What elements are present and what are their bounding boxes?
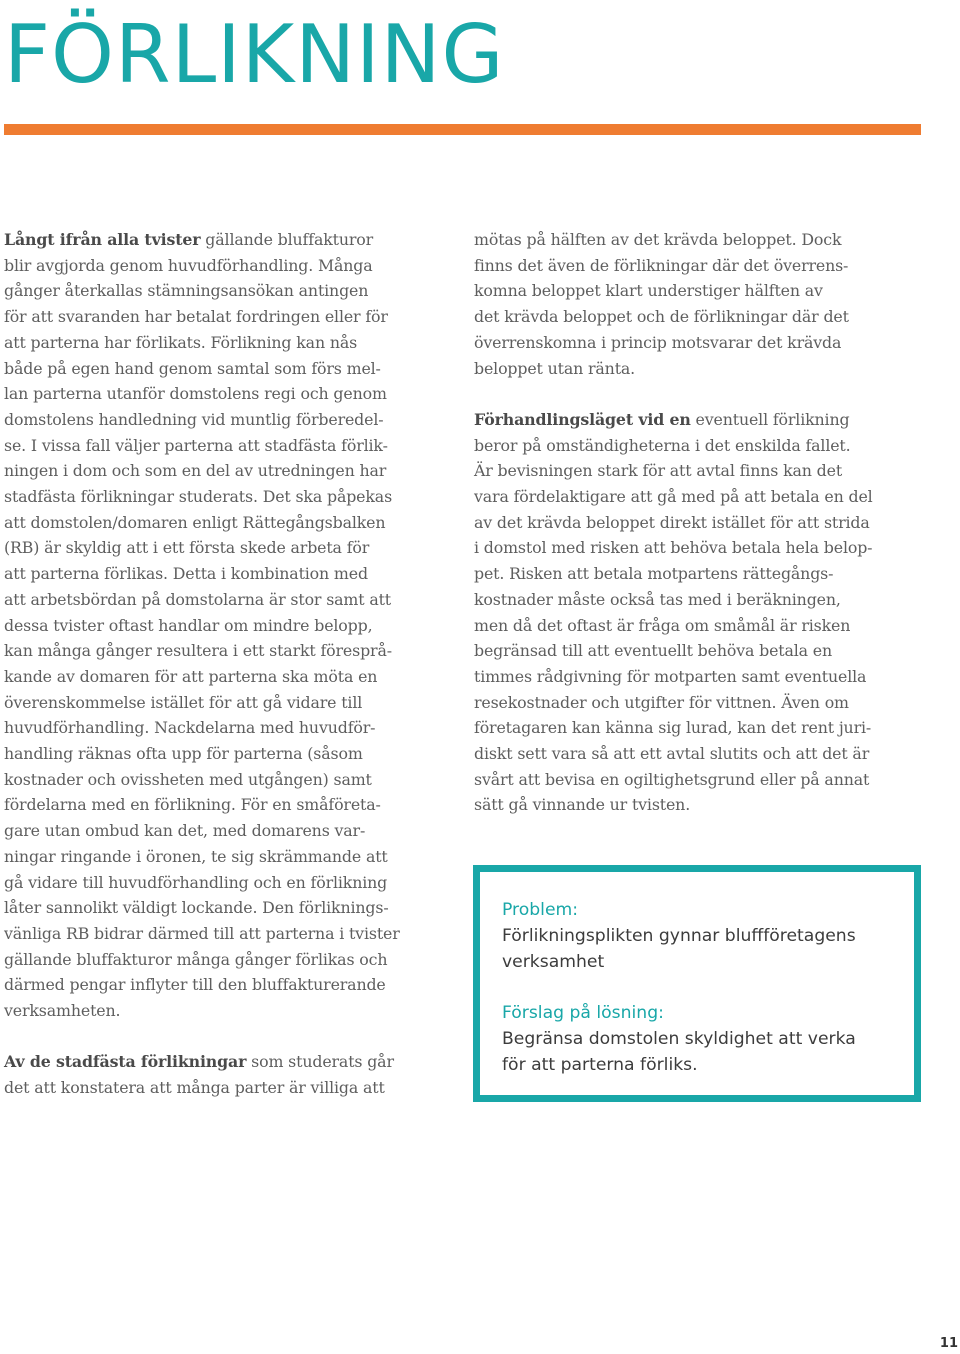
text-line: pet. Risken att betala motpartens rättegångs-: [474, 564, 834, 584]
text-line: gånger återkallas stämningsansökan antingen: [4, 281, 369, 301]
text-line: överenskommelse istället för att gå vidare till: [4, 692, 363, 712]
paragraph-lead: Av de stadfästa förlikningar: [4, 1052, 247, 1072]
text-line: verksamheten.: [4, 1001, 121, 1021]
text-line: stadfästa förlikningar studerats. Det ska påpekas: [4, 487, 393, 507]
text-line: se. I vissa fall väljer parterna att stadfästa förlik-: [4, 435, 388, 455]
text-line: att arbetsbördan på domstolarna är stor samt att: [4, 589, 391, 609]
problem-label: Problem:: [502, 900, 579, 920]
text-line: Är bevisningen stark för att avtal finns kan det: [474, 461, 843, 481]
text-line: att domstolen/domaren enligt Rättegångsbalken: [4, 512, 386, 532]
orange-divider: [4, 124, 921, 135]
text-line: kostnader måste också tas med i beräkningen,: [474, 589, 841, 609]
text-line: finns det även de förlikningar där det överrens-: [474, 255, 849, 275]
text-line: i domstol med risken att behöva betala hela belop-: [474, 538, 873, 558]
text-line: gå vidare till huvudförhandling och en förlikning: [4, 872, 388, 892]
text-line: vänliga RB bidrar därmed till att parterna i tvister: [4, 923, 400, 943]
left-paragraph-1: [4, 227, 464, 1024]
text-line: det krävda beloppet och de förlikningar där det: [474, 307, 849, 327]
text-line: domstolens handledning vid muntlig förberedel-: [4, 409, 384, 429]
problem-text: verksamhet: [502, 951, 605, 972]
text-line: vara fördelaktigare att gå med på att betala en del: [474, 487, 873, 507]
text-line: överrenskomna i princip motsvarar det krävda: [474, 332, 842, 352]
text-line: gällande bluffakturor många gånger förlikas och: [4, 949, 388, 969]
text-line: resekostnader och utgifter för vittnen. Även om: [474, 692, 849, 712]
right-column: [474, 227, 944, 818]
text-line: timmes rådgivning för motparten samt eventuella: [474, 666, 867, 686]
text-line: lan parterna utanför domstolens regi och genom: [4, 384, 387, 404]
text-line: både på egen hand genom samtal som förs mel-: [4, 358, 381, 378]
text-line: kan många gånger resultera i ett starkt föresprå-: [4, 641, 392, 661]
text-line: Av de stadfästa förlikningar som studerats går: [4, 1052, 394, 1072]
problem-callout-box: [473, 865, 921, 1102]
text-line: därmed pengar inflyter till den bluffakturerande: [4, 975, 386, 995]
text-line: komna beloppet klart understiger hälften av: [474, 281, 823, 301]
text-line: beloppet utan ränta.: [474, 358, 636, 378]
text-line: det att konstatera att många parter är villiga att: [4, 1078, 385, 1098]
text-line: fördelarna med en förlikning. För en småföreta-: [4, 795, 381, 815]
text-line: sätt gå vinnande ur tvisten.: [474, 795, 691, 815]
text-line: för att svaranden har betalat fordringen eller för: [4, 307, 388, 327]
right-paragraph-2: [474, 407, 944, 818]
text-line: diskt sett vara så att ett avtal slutits och att det är: [474, 744, 870, 764]
text-line: Förhandlingsläget vid en eventuell förlikning: [474, 409, 850, 429]
text-line: men då det oftast är fråga om småmål är risken: [474, 615, 851, 635]
text-line: svårt att bevisa en ogiltighetsgrund eller på annat: [474, 769, 870, 789]
text-line: handling räknas ofta upp för parterna (såsom: [4, 744, 363, 764]
text-line: av det krävda beloppet direkt istället för att strida: [474, 512, 870, 532]
text-line: Långt ifrån alla tvister gällande bluffakturor: [4, 230, 374, 249]
text-line: beror på omständigheterna i det enskilda fallet.: [474, 435, 851, 455]
solution-text: för att parterna förliks.: [502, 1054, 698, 1075]
text-line: mötas på hälften av det krävda beloppet. Dock: [474, 230, 842, 249]
text-line: dessa tvister oftast handlar om mindre belopp,: [4, 615, 373, 635]
page-title: FÖRLIKNING: [4, 8, 505, 101]
paragraph-lead: Förhandlingsläget vid en: [474, 409, 691, 429]
text-line: ningen i dom och som en del av utredningen har: [4, 461, 387, 481]
solution-label: Förslag på lösning:: [502, 1003, 664, 1024]
left-paragraph-2: [4, 1049, 464, 1100]
text-line: kande av domaren för att parterna ska möta en: [4, 666, 378, 686]
text-line: ningar ringande i öronen, te sig skrämmande att: [4, 846, 388, 866]
left-column: [4, 227, 464, 1101]
problem-text: Förlikningsplikten gynnar bluffföretagens: [502, 925, 856, 946]
right-paragraph-1: [474, 227, 944, 381]
text-line: att parterna har förlikats. Förlikning kan nås: [4, 332, 358, 352]
paragraph-lead: Långt ifrån alla tvister: [4, 230, 201, 249]
text-line: blir avgjorda genom huvudförhandling. Många: [4, 255, 373, 275]
text-line: begränsad till att eventuellt behöva betala en: [474, 641, 833, 661]
text-line: (RB) är skyldig att i ett första skede arbeta för: [4, 538, 370, 558]
page-number: 11: [939, 1336, 958, 1351]
text-line: företagaren kan känna sig lurad, kan det rent juri-: [474, 718, 872, 738]
text-line: att parterna förlikas. Detta i kombination med: [4, 564, 368, 584]
text-line: kostnader och ovissheten med utgången) samt: [4, 769, 372, 789]
solution-text: Begränsa domstolen skyldighet att verka: [502, 1028, 856, 1049]
text-line: gare utan ombud kan det, med domarens var-: [4, 821, 366, 841]
text-line: låter sannolikt väldigt lockande. Den förliknings-: [4, 898, 389, 918]
text-line: huvudförhandling. Nackdelarna med huvudför-: [4, 718, 376, 738]
